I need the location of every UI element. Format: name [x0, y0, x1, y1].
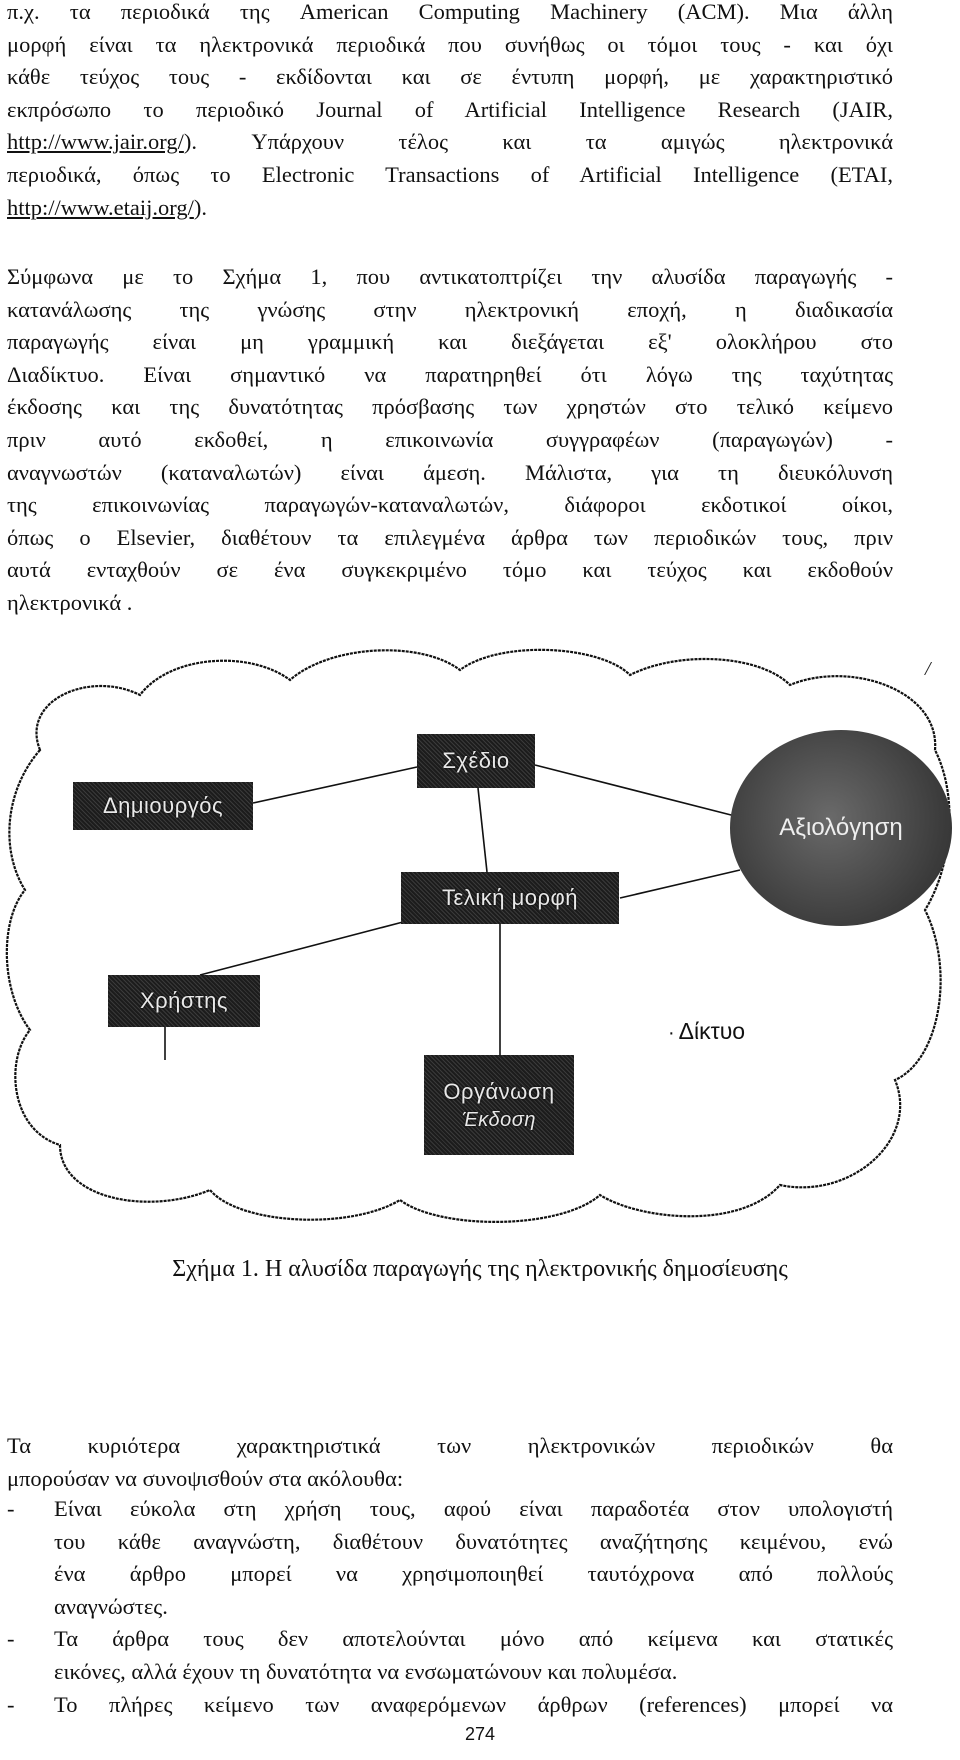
jair-link[interactable]: http://www.jair.org/: [7, 129, 184, 155]
characteristics-list: [7, 1493, 893, 1721]
text-line: π.χ. τα περιοδικά της American Computing Machinery (ACM). Μια άλλη: [7, 0, 893, 24]
connector-line: [478, 788, 487, 872]
node-label: Οργάνωση: [443, 1078, 555, 1104]
list-item: [7, 1689, 893, 1722]
text-span: ).: [193, 194, 207, 220]
figure-production-chain: [0, 640, 960, 1230]
etai-link[interactable]: http://www.etaij.org/: [7, 194, 194, 220]
text-line: μορφή είναι τα ηλεκτρονικά περιοδικά που συνήθως οι τόμοι τους - και όχι: [7, 31, 893, 57]
paragraph-journals: [7, 0, 893, 224]
text-line: Τα άρθρα τους δεν αποτελούνται μόνο από κείμενα και στατικές: [54, 1626, 893, 1652]
figure-caption: Σχήμα 1. Η αλυσίδα παραγωγής της ηλεκτρονικής δημοσίευσης: [172, 1256, 788, 1282]
text-line: Το πλήρες κείμενο των αναφερόμενων άρθρων (references) μπορεί να: [54, 1691, 893, 1717]
node-label: Τελική μορφή: [442, 885, 578, 910]
connector-line: [535, 765, 735, 816]
list-item: [7, 1623, 893, 1688]
text-line: [7, 192, 893, 225]
text-line: εκπρόσωπο το περιοδικό Journal of Artificial Intelligence Research (JAIR,: [7, 96, 893, 122]
network-label-text: Δίκτυο: [678, 1018, 746, 1044]
text-line: κατανάλωσης της γνώσης στην ηλεκτρονική εποχή, η διαδικασία: [7, 296, 893, 322]
list-dash: -: [7, 1496, 15, 1521]
node-label: Σχέδιο: [442, 748, 510, 773]
text-line: ένα άρθρο μπορεί να χρησιμοποιηθεί ταυτόχρονα από πολλούς: [54, 1561, 893, 1587]
text-line: Είναι εύκολα στη χρήση τους, αφού είναι παραδοτέα στον υπολογιστή: [54, 1496, 893, 1521]
node-evaluation-ellipse: [730, 730, 952, 926]
node-label: Αξιολόγηση: [779, 814, 903, 841]
text-line: αναγνώστες.: [54, 1593, 168, 1619]
paragraph-figure-description: [7, 261, 893, 620]
text-line: περιοδικά, όπως το Electronic Transactions of Artificial Intelligence (ETAI,: [7, 161, 893, 187]
text-line: αυτά ενταχθούν σε ένα συγκεκριμένο τόμο και τεύχος και εκδοθούν: [7, 557, 893, 583]
text-line: Τα κυριότερα χαρακτηριστικά των ηλεκτρονικών περιοδικών θα: [7, 1433, 893, 1458]
text-line: [7, 126, 893, 159]
stray-mark: /: [925, 658, 931, 680]
text-line: κάθε τεύχος τους - εκδίδονται και σε έντυπη μορφή, με χαρακτηριστικό: [7, 64, 893, 90]
node-sublabel: Έκδοση: [462, 1108, 536, 1131]
page-number: 274: [464, 1724, 496, 1744]
text-line: μπορούσαν να συνοψισθούν στα ακόλουθα:: [7, 1465, 404, 1491]
list-dash: -: [7, 1626, 15, 1652]
text-line: Διαδίκτυο. Είναι σημαντικό να παρατηρηθεί ότι λόγω της ταχύτητας: [7, 361, 893, 387]
text-line: Σύμφωνα με το Σχήμα 1, που αντικατοπτρίζει την αλυσίδα παραγωγής -: [7, 264, 893, 289]
text-line: αναγνωστών (καταναλωτών) είναι άμεση. Μάλιστα, για τη διευκόλυνση: [7, 459, 893, 485]
bullet-dot: ·: [668, 1022, 675, 1044]
list-dash: -: [7, 1691, 15, 1717]
node-creator: [73, 782, 253, 830]
node-design: [417, 734, 535, 788]
connector-line: [620, 870, 740, 898]
text-line: πριν αυτό εκδοθεί, η επικοινωνία συγγραφέων (παραγωγών) -: [7, 426, 893, 452]
node-users: [108, 975, 260, 1027]
connector-line: [253, 767, 417, 803]
connector-line: [200, 922, 403, 975]
node-final-form: [401, 872, 619, 924]
node-label: Χρήστης: [139, 988, 229, 1013]
text-span: ). Υπάρχουν τέλος και τα αμιγώς ηλεκτρονικά: [183, 129, 893, 155]
text-line: του κάθε αναγνώστη, διαθέτουν δυνατότητες αναζήτησης κειμένου, ενώ: [54, 1528, 893, 1554]
text-line: παραγωγής είναι μη γραμμική και διεξάγεται εξ' ολοκλήρου στο: [7, 329, 893, 355]
list-item: [7, 1493, 893, 1623]
paragraph-characteristics-intro: [7, 1430, 893, 1495]
node-label: Δημιουργός: [102, 793, 224, 818]
text-line: εικόνες, αλλά έχουν τη δυνατότητα να ενσωματώνουν και πολυμέσα.: [54, 1658, 678, 1684]
network-label: [668, 1018, 745, 1045]
text-line: ηλεκτρονικά .: [7, 589, 133, 615]
text-line: όπως ο Elsevier, διαθέτουν τα επιλεγμένα άρθρα των περιοδικών τους, πριν: [7, 524, 893, 550]
text-line: της επικοινωνίας παραγωγών-καταναλωτών, διάφοροι εκδοτικοί οίκοι,: [7, 492, 893, 518]
text-line: έκδοσης και της δυνατότητας πρόσβασης των χρηστών στο τελικό κείμενο: [7, 394, 893, 420]
node-organization: [424, 1055, 574, 1155]
